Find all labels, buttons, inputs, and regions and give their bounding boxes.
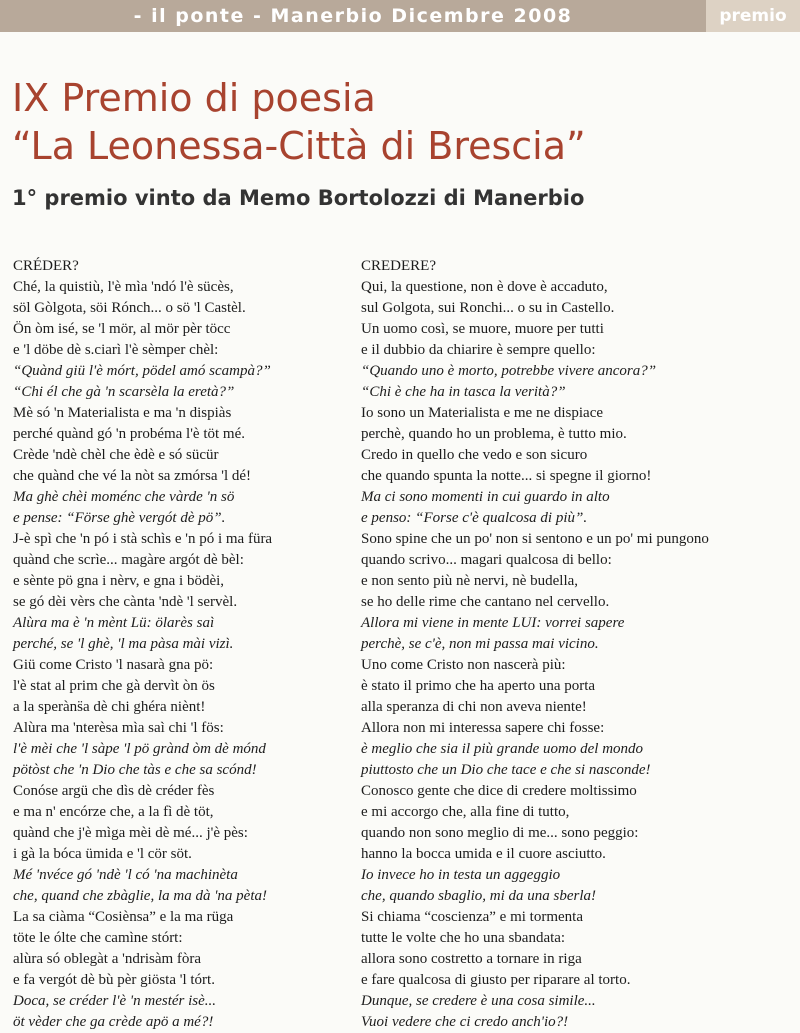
poem-line: alla speranza di chi non aveva niente! (361, 699, 587, 715)
poem-line: quando non sono meglio di me... sono peggio: (361, 825, 639, 841)
poem-line: e sènte pö gna i nèrv, e gna i bödèi, (13, 573, 225, 589)
poem-line: Ön òm isé, se 'l mör, al mör pèr töcc (13, 321, 231, 337)
page-header (0, 0, 800, 32)
section-label: premio (719, 6, 787, 26)
poem-line: quànd che scrìe... magàre argót dè bèl: (13, 552, 244, 568)
poem-line: alùra só oblegàt a 'ndrisàm fòra (13, 951, 202, 967)
poem-line: l'è mèi che 'l sàpe 'l pö grànd òm dè mónd (13, 741, 266, 757)
poem-line: Conóse argü che dìs dè créder fès (13, 783, 215, 799)
article-subtitle: 1° premio vinto da Memo Bortolozzi di Manerbio (12, 186, 585, 210)
header-bar (0, 0, 706, 32)
poem-line: hanno la bocca umida e il cuore asciutto. (361, 846, 606, 862)
poem-line: Ma ci sono momenti in cui guardo in alto (361, 489, 610, 505)
poem-line: Qui, la questione, non è dove è accaduto, (361, 279, 608, 295)
poem-line: Dunque, se credere è una cosa simile... (361, 993, 596, 1009)
poem-line: che quànd che vé la nòt sa zmórsa 'l dé! (13, 468, 252, 484)
poem-line: i gà la bóca ümida e 'l cör söt. (13, 846, 192, 862)
poem-line: J-è spì che 'n pó i stà schìs e 'n pó i ma füra (13, 531, 273, 547)
poem-line: Conosco gente che dice di credere moltissimo (361, 783, 637, 799)
poem-line: pötòst che 'n Dio che tàs e che sa scónd! (13, 762, 257, 778)
poem-line: Mé 'nvéce gó 'ndè 'l có 'na machinèta (13, 867, 238, 883)
poem-line: Alùra ma è 'n mènt Lü: ölarès saì (13, 615, 215, 631)
poem-line: perché quànd gó 'n probéma l'è töt mé. (13, 426, 245, 442)
poem-line: allora sono costretto a tornare in riga (361, 951, 582, 967)
poem-line: perchè, se c'è, non mi passa mai vicino. (361, 636, 599, 652)
poem-line: e fa vergót dè bù pèr giösta 'l tórt. (13, 972, 215, 988)
poem-line: söl Gòlgota, söi Rónch... o sö 'l Castèl. (13, 300, 246, 316)
title-line-2: “La Leonessa-Città di Brescia” (12, 124, 586, 168)
poem-line: Io sono un Materialista e me ne dispiace (361, 405, 604, 421)
poem-line: Mè só 'n Materialista e ma 'n dispiàs (13, 405, 232, 421)
poem-line: sul Golgota, sui Ronchi... o su in Castello. (361, 300, 615, 316)
poem-dialect (13, 256, 343, 1033)
poem-line: è meglio che sia il più grande uomo del mondo (361, 741, 644, 757)
poem-line: che, quando sbaglio, mi da una sberla! (361, 888, 596, 904)
poem-line: Ma ghè chèi moménc che vàrde 'n sö (13, 489, 235, 505)
poem-line: Vuoi vedere che ci credo anch'io?! (361, 1014, 569, 1030)
article-title (12, 74, 586, 170)
poem-italian-heading: CREDERE? (361, 258, 436, 274)
poem-line: tutte le volte che ho una sbandata: (361, 930, 566, 946)
poem-line: e mi accorgo che, alla fine di tutto, (361, 804, 570, 820)
poem-line: “Quando uno è morto, potrebbe vivere ancora?” (361, 363, 657, 379)
poem-line: e pense: “Förse ghè vergót dè pö”. (13, 510, 226, 526)
poem-line: Ché, la quistiù, l'è mìa 'ndó l'è sücès, (13, 279, 234, 295)
poem-line: Uno come Cristo non nascerà più: (361, 657, 566, 673)
header-title: - il ponte - Manerbio Dicembre 2008 (133, 5, 573, 27)
poem-line: se ho delle rime che cantano nel cervello. (361, 594, 610, 610)
poem-line: Allora mi viene in mente LUI: vorrei sapere (361, 615, 625, 631)
section-tab (706, 0, 800, 32)
poem-line: La sa ciàma “Cosiènsa” e la ma rüga (13, 909, 234, 925)
poem-line: perché, se 'l ghè, 'l ma pàsa mài vizì. (13, 636, 234, 652)
poem-line: e penso: “Forse c'è qualcosa di più”. (361, 510, 588, 526)
poem-line: “Quànd giü l'è mórt, pödel amó scampà?” (13, 363, 271, 379)
poem-line: e 'l döbe dè s.ciarì l'è sèmper chèl: (13, 342, 219, 358)
poem-line: quando scrivo... magari qualcosa di bello: (361, 552, 612, 568)
poem-line: Si chiama “coscienza” e mi tormenta (361, 909, 583, 925)
poem-line: Un uomo così, se muore, muore per tutti (361, 321, 604, 337)
poem-line: e ma n' encórze che, a la fì dè töt, (13, 804, 214, 820)
poem-line: töte le ólte che camìne stórt: (13, 930, 183, 946)
poem-line: e il dubbio da chiarire è sempre quello: (361, 342, 596, 358)
poem-line: Giü come Cristo 'l nasarà gna pö: (13, 657, 214, 673)
poem-line: öt vèder che ga crède apö a mé?! (13, 1014, 214, 1030)
poem-line: Io invece ho in testa un aggeggio (361, 867, 561, 883)
poem-line: l'è stat al prim che gà dervìt òn ös (13, 678, 215, 694)
poem-line: a la speràns̈a dè chi ghéra niènt! (13, 699, 206, 715)
poem-dialect-heading: CRÉDER? (13, 258, 79, 274)
poem-line: piuttosto che un Dio che tace e che si nasconde! (361, 762, 651, 778)
poem-line: è stato il primo che ha aperto una porta (361, 678, 596, 694)
poem-line: Alùra ma 'nterèsa mìa saì chi 'l fös: (13, 720, 224, 736)
poem-line: e non sento più nè nervi, nè budella, (361, 573, 579, 589)
poem-line: che, quand che zbàglie, la ma dà 'na pèta! (13, 888, 267, 904)
poem-line: Allora non mi interessa sapere chi fosse: (361, 720, 605, 736)
poem-line: se gó dèi vèrs che cànta 'ndè 'l servèl. (13, 594, 238, 610)
poem-line: che quando spunta la notte... si spegne il giorno! (361, 468, 652, 484)
poem-line: “Chi è che ha in tasca la verità?” (361, 384, 566, 400)
poem-line: Crède 'ndè chèl che èdè e só sücür (13, 447, 219, 463)
poem-line: Sono spine che un po' non si sentono e un po' mi pungono (361, 531, 709, 547)
poem-line: “Chi él che gà 'n scarsèla la eretà?” (13, 384, 235, 400)
poem-line: e fare qualcosa di giusto per riparare al torto. (361, 972, 631, 988)
poem-line: quànd che j'è mìga mèi dè mé... j'è pès: (13, 825, 248, 841)
poem-line: perchè, quando ho un problema, è tutto mio. (361, 426, 627, 442)
title-line-1: IX Premio di poesia (12, 76, 376, 120)
poem-line: Doca, se créder l'è 'n mestér isè... (13, 993, 217, 1009)
poem-italian (361, 256, 791, 1033)
poem-line: Credo in quello che vedo e son sicuro (361, 447, 588, 463)
